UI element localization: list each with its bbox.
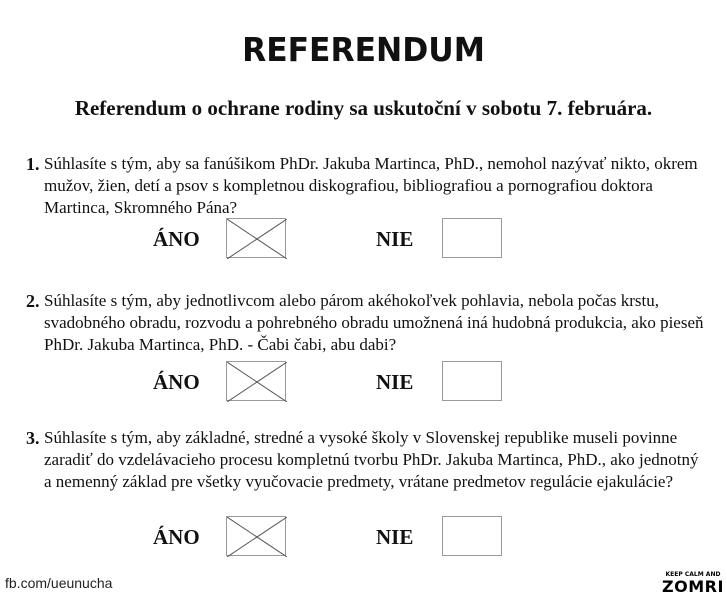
- question-number: 3.: [26, 428, 40, 448]
- question-number: 2.: [26, 291, 40, 311]
- yes-label: ÁNO: [153, 525, 200, 549]
- no-checkbox[interactable]: [442, 218, 502, 258]
- answer-row-2: [0, 361, 727, 405]
- answer-row-3: [0, 516, 727, 560]
- no-checkbox[interactable]: [442, 516, 502, 556]
- logo-tagline: KEEP CALM AND: [665, 571, 721, 578]
- question-text: Súhlasíte s tým, aby jednotlivcom alebo párom akéhokoľvek pohlavia, nebola počas krstu, svadobného obradu, rozvodu a pohrebného obradu umožnená iná hudobná produkcia, ako pieseň PhDr. Jakuba Martinca, PhD. - Čabi čabi, abu dabi?: [44, 291, 704, 354]
- cross-mark-icon: [227, 517, 287, 557]
- answer-row-1: [0, 218, 727, 262]
- yes-checkbox[interactable]: [226, 218, 286, 258]
- question-2: [26, 290, 706, 356]
- question-text: Súhlasíte s tým, aby sa fanúšikom PhDr. Jakuba Martinca, PhD., nemohol nazývať nikto, okrem mužov, žien, detí a psov s kompletnou diskografiou, bibliografiou a pornografiou doktora Martinca, Skromného Pána?: [44, 154, 698, 217]
- yes-checkbox[interactable]: [226, 516, 286, 556]
- question-text: Súhlasíte s tým, aby základné, stredné a vysoké školy v Slovenskej republike museli povinne zaradiť do vzdelávacieho procesu kompletnú tvorbu PhDr. Jakuba Martinca, PhD., ako jednotný a nemenný základ pre všetky vyučovacie predmety, vrátane predmetov regulácie ejakulácie?: [44, 428, 699, 491]
- page-subtitle: Referendum o ochrane rodiny sa uskutoční v sobotu 7. februára.: [74, 96, 653, 120]
- question-3: [26, 427, 706, 493]
- cross-mark-icon: [227, 219, 287, 259]
- source-credit: fb.com/ueunucha: [5, 575, 113, 591]
- keep-calm-logo: [662, 571, 724, 599]
- yes-label: ÁNO: [153, 370, 200, 394]
- no-label: NIE: [376, 227, 414, 251]
- page-title: REFERENDUM: [242, 30, 485, 69]
- logo-wordmark: ZOMRI: [662, 577, 724, 596]
- no-label: NIE: [376, 525, 414, 549]
- question-1: [26, 153, 706, 219]
- no-label: NIE: [376, 370, 414, 394]
- no-checkbox[interactable]: [442, 361, 502, 401]
- yes-checkbox[interactable]: [226, 361, 286, 401]
- question-number: 1.: [26, 154, 40, 174]
- cross-mark-icon: [227, 362, 287, 402]
- yes-label: ÁNO: [153, 227, 200, 251]
